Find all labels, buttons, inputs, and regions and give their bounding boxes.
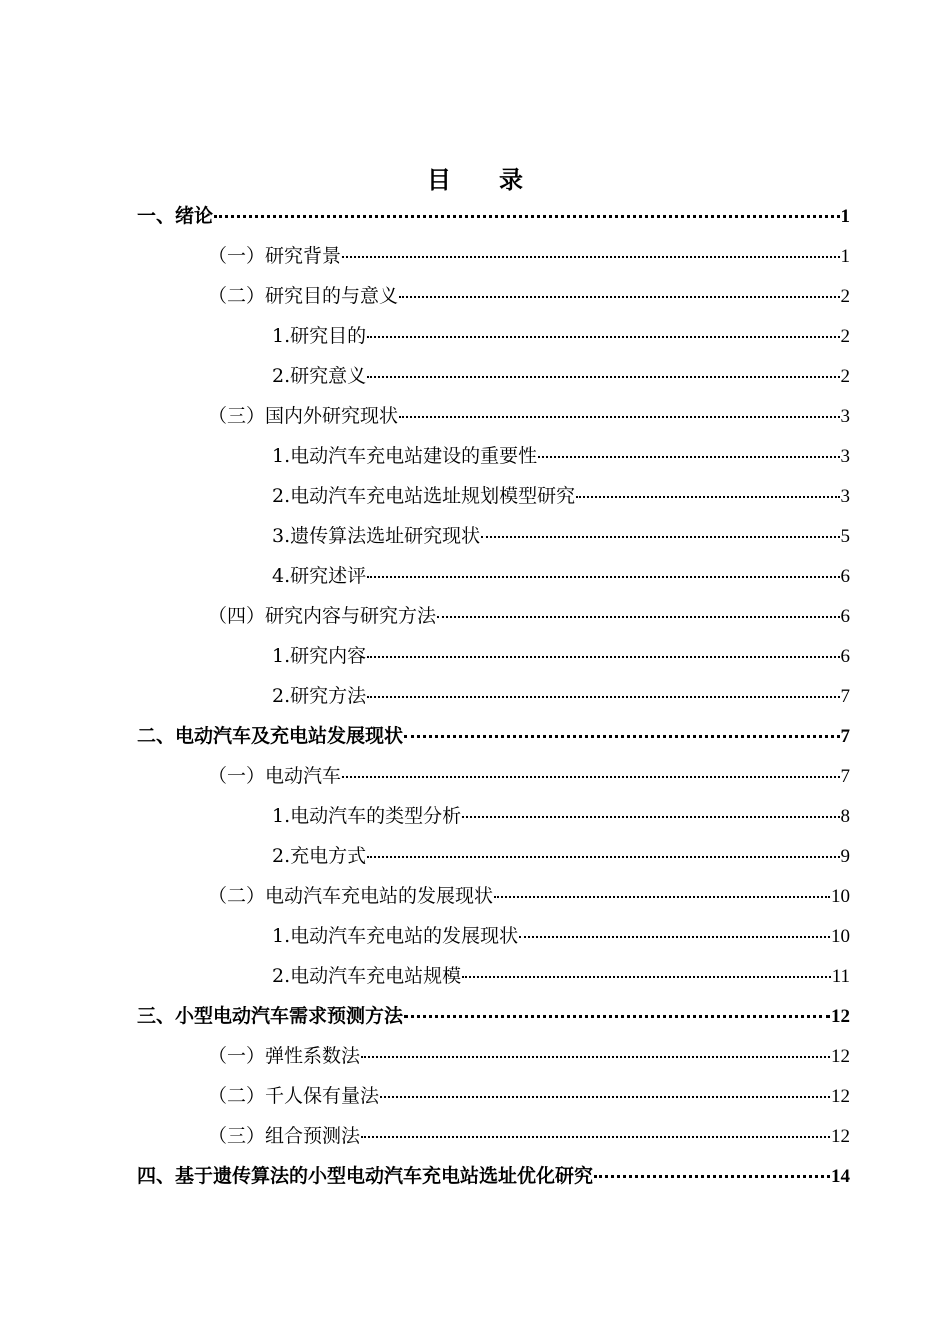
- toc-entry[interactable]: [208, 596, 850, 636]
- toc-leader: [367, 656, 839, 658]
- toc-leader: [361, 1136, 830, 1138]
- toc-entry[interactable]: [208, 236, 850, 276]
- toc-entry-label: 一、绪论: [137, 205, 214, 227]
- toc-entry-page: 1: [840, 206, 850, 227]
- toc-leader: [214, 215, 839, 218]
- toc-entry-label: 二、电动汽车及充电站发展现状: [137, 725, 404, 747]
- toc-entry[interactable]: [208, 876, 850, 916]
- toc-entry-label: （三）国内外研究现状: [208, 405, 399, 427]
- toc-entry-page: 14: [831, 1166, 850, 1187]
- toc-entry[interactable]: [272, 676, 850, 716]
- page-title-left: 目: [427, 165, 451, 194]
- toc-leader: [380, 1096, 830, 1098]
- toc-entry[interactable]: [272, 636, 850, 676]
- toc-entry-label: 三、小型电动汽车需求预测方法: [137, 1005, 404, 1027]
- toc-entry[interactable]: [208, 1036, 850, 1076]
- toc-entry-page: 3: [840, 486, 850, 507]
- toc-entry-page: 5: [840, 526, 850, 547]
- toc-leader: [519, 936, 830, 938]
- toc-entry-page: 2: [840, 286, 850, 307]
- toc-entry[interactable]: [272, 956, 850, 996]
- toc-entry[interactable]: [208, 756, 850, 796]
- toc-entry-label: 2.电动汽车充电站选址规划模型研究: [272, 485, 576, 507]
- toc-entry-label: （三）组合预测法: [208, 1125, 361, 1147]
- page-title-right: 录: [499, 165, 523, 194]
- toc-leader: [494, 896, 830, 898]
- toc-entry-page: 3: [840, 446, 850, 467]
- toc-entry-page: 7: [840, 726, 850, 747]
- toc-leader: [576, 496, 839, 498]
- toc-entry[interactable]: [137, 196, 850, 236]
- toc-entry-page: 7: [840, 686, 850, 707]
- toc-entry-label: 2.研究方法: [272, 685, 367, 707]
- toc-entry[interactable]: [272, 356, 850, 396]
- toc-entry[interactable]: [272, 516, 850, 556]
- toc-leader: [399, 296, 839, 298]
- toc-entry[interactable]: [272, 436, 850, 476]
- toc-entry[interactable]: [208, 1076, 850, 1116]
- toc-entry-page: 12: [831, 1126, 850, 1147]
- toc-leader: [462, 816, 839, 818]
- toc-entry-page: 11: [831, 966, 850, 987]
- toc-leader: [342, 256, 839, 258]
- toc-entry-page: 12: [831, 1046, 850, 1067]
- toc-entry[interactable]: [208, 396, 850, 436]
- toc-leader: [481, 536, 839, 538]
- toc-entry-page: 10: [831, 886, 850, 907]
- toc-entry-label: 1.电动汽车的类型分析: [272, 805, 462, 827]
- toc-entry-label: （二）电动汽车充电站的发展现状: [208, 885, 494, 907]
- toc-leader: [404, 1015, 830, 1018]
- toc-entry-label: 2.研究意义: [272, 365, 367, 387]
- toc-entry[interactable]: [272, 316, 850, 356]
- toc-entry-label: （二）千人保有量法: [208, 1085, 380, 1107]
- toc-entry-page: 10: [831, 926, 850, 947]
- toc-leader: [342, 776, 839, 778]
- toc-entry-page: 9: [840, 846, 850, 867]
- toc-leader: [367, 576, 839, 578]
- toc-entry-label: 4.研究述评: [272, 565, 367, 587]
- toc-leader: [367, 376, 839, 378]
- toc-entry[interactable]: [272, 836, 850, 876]
- toc-entry-page: 2: [840, 366, 850, 387]
- toc-entry-page: 6: [840, 566, 850, 587]
- toc-leader: [367, 856, 839, 858]
- toc-leader: [594, 1175, 830, 1178]
- toc-entry[interactable]: [272, 796, 850, 836]
- toc-entry-page: 6: [840, 646, 850, 667]
- toc-entry[interactable]: [272, 476, 850, 516]
- toc-entry-page: 3: [840, 406, 850, 427]
- toc-entry-page: 7: [840, 766, 850, 787]
- toc-entry-label: 1.电动汽车充电站建设的重要性: [272, 445, 538, 467]
- toc-leader: [538, 456, 839, 458]
- toc-entry-label: （一）弹性系数法: [208, 1045, 361, 1067]
- toc-entry-page: 8: [840, 806, 850, 827]
- toc-entry-page: 12: [831, 1006, 850, 1027]
- toc-entry-label: 四、基于遗传算法的小型电动汽车充电站选址优化研究: [137, 1165, 594, 1187]
- toc-entry-label: 1.电动汽车充电站的发展现状: [272, 925, 519, 947]
- toc-entry-label: （一）研究背景: [208, 245, 342, 267]
- toc-leader: [462, 976, 831, 978]
- toc-entry-label: （一）电动汽车: [208, 765, 342, 787]
- toc-leader: [399, 416, 839, 418]
- toc-leader: [361, 1056, 830, 1058]
- toc-entry-page: 6: [840, 606, 850, 627]
- toc-leader: [437, 616, 839, 618]
- page-title: [0, 160, 950, 195]
- toc-entry-label: 1.研究内容: [272, 645, 367, 667]
- toc-entry[interactable]: [137, 1156, 850, 1196]
- toc-entry[interactable]: [272, 916, 850, 956]
- toc-entry[interactable]: [137, 716, 850, 756]
- toc-entry-label: 1.研究目的: [272, 325, 367, 347]
- toc-entry[interactable]: [208, 276, 850, 316]
- toc-entry-label: 2.充电方式: [272, 845, 367, 867]
- toc-entry[interactable]: [272, 556, 850, 596]
- toc-entry-label: 2.电动汽车充电站规模: [272, 965, 462, 987]
- toc-leader: [367, 696, 839, 698]
- toc-entry-label: （二）研究目的与意义: [208, 285, 399, 307]
- toc-entry-page: 2: [840, 326, 850, 347]
- toc-entry-page: 1: [840, 246, 850, 267]
- toc-entry-label: 3.遗传算法选址研究现状: [272, 525, 481, 547]
- toc-leader: [404, 735, 839, 738]
- toc-leader: [367, 336, 839, 338]
- toc-entry-label: （四）研究内容与研究方法: [208, 605, 437, 627]
- toc-entry-page: 12: [831, 1086, 850, 1107]
- toc-entry[interactable]: [208, 1116, 850, 1156]
- toc-entry[interactable]: [137, 996, 850, 1036]
